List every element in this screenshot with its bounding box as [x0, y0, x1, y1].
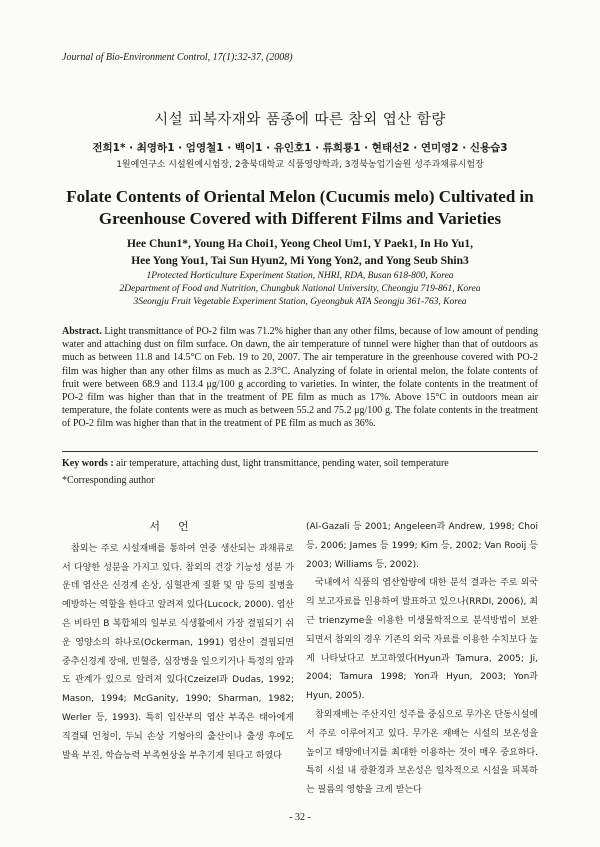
- english-affiliations: [0, 270, 600, 309]
- journal-citation: Journal of Bio-Environment Control, 17(1):32-37, (2008): [62, 52, 293, 63]
- abstract: [62, 325, 538, 431]
- korean-title: 시설 피복자재와 품종에 따른 참외 엽산 함량: [154, 112, 446, 128]
- english-title-line-2: Greenhouse Covered with Different Films and Varieties: [98, 209, 502, 228]
- body-paragraph: 참외는 주로 시설재배를 통하여 연중 생산되는 과채류로서 다양한 성분을 가지고 있다. 참외의 건강 기능성 성분 가운데 엽산은 신경계 손상, 심혈관계 질환 및 암 등의 질병을 예방하는 역할을 한다고 알려져 있다(Lucock, 2000). 엽산은 비타민 B 복합체의 일부로 식생활에서 가장 결핍되기 쉬운 영양소의 하나로(Ockerman, 1991) 엽산이 결핍되면 중추신경계 장애, 빈혈증, 심장병을 일으키거나 특정의 암과도 관계가 있으로 알려져 있다(Czeizel과 Dudas, 1992; Mason, 1994; McGanity, 1990; Sharman, 1982; Werler 등, 1993). 특히 임산부의 엽산 부족은 태아에게 직결돼 언청이, 두뇌 손상 기형아의 출산이나 출생 후에도 발육 부진, 학습능력 부족현상을 부추기게 된다고 하였다: [62, 543, 294, 761]
- section-heading-introduction: 서언: [149, 520, 207, 533]
- section-divider: [62, 451, 538, 452]
- page-number: - 32 -: [289, 812, 311, 823]
- body-paragraph: 국내에서 식품의 엽산함량에 대한 분석 결과는 주로 외국의 보고자료를 인용하여 발표하고 있으나(RRDI, 2006), 최근 trienzyme을 이용한 미생물학적으로 분석방법이 보완되면서 참외의 경우 기존의 외국 자료를 이용한 수치보다 높게 나타났다고 보고하였다(Hyun과 Tamura, 2005; Ji, 2004; Tamura 1998; Yon과 Hyun, 2003; Yon과 Hyun, 2005).: [306, 578, 538, 702]
- english-authors-line-2: Hee Yong You1, Tai Sun Hyun2, Mi Yong Yon2, and Yong Seub Shin3: [131, 255, 469, 267]
- abstract-text: Light transmittance of PO-2 film was 71.2% higher than any other films, because of low amount of pending water and attaching dust on film surface. On dawn, the air temperature of tunnel were higher than that of outdoors as much as between 11.8 and 14.5°C on Feb. 19 to 20, 2007. The air temperature in the greenhouse covered with PO-2 film was higher than any other films as much as 2.3°C. Analyzing of folate in oriental melon, the folate contents of fruit were between 68.9 and 113.4 μg/100 g according to varieties. In winter, the folate contents in the treatment of PO-2 film was higher than that in the treatment of PE film as much as 17%. Above 15°C in outdoors mean air temperature, the folate contents were as much as between 55.2 and 75.2 μg/100 g. The folate contents in the treatment of PO-2 film was higher than that in the treatment of PE film as much as 36%.: [62, 326, 538, 430]
- english-title: [0, 186, 600, 230]
- affiliation-1: 1Protected Horticulture Experiment Station, NHRI, RDA, Busan 618-800, Korea: [146, 271, 454, 281]
- korean-authors: 전희1* · 최영하1 · 엄영철1 · 백이1 · 유인호1 · 류희룡1 · 현태선2 · 연미영2 · 신용습3: [92, 142, 508, 154]
- affiliation-2: 2Department of Food and Nutrition, Chungbuk National University, Cheongju 719-861, Korea: [119, 284, 481, 294]
- keywords: [62, 458, 538, 469]
- keywords-label: Key words :: [62, 458, 114, 469]
- affiliation-3: 3Seongju Fruit Vegetable Experiment Station, Gyeongbuk ATA Seongju 361-763, Korea: [133, 297, 467, 307]
- body-column-left: [62, 518, 294, 765]
- corresponding-author-note: *Corresponding author: [62, 475, 155, 486]
- body-paragraph: (Al-Gazali 등 2001; Angeleen과 Andrew, 1998; Choi 등, 2006; James 등 1999; Kim 등, 2002; Van Rooij 등 2003; Williams 등, 2002).: [306, 522, 538, 570]
- english-authors-line-1: Hee Chun1*, Young Ha Choi1, Yeong Cheol Um1, Y Paek1, In Ho Yu1,: [126, 238, 473, 250]
- korean-affiliations: 1원예연구소 시설원예시험장, 2충북대학교 식품영양학과, 3경북농업기술원 성주과채류시험장: [116, 160, 484, 170]
- body-column-right: [306, 518, 538, 800]
- english-authors: [0, 236, 600, 270]
- english-title-line-1: Folate Contents of Oriental Melon (Cucumis melo) Cultivated in: [66, 187, 534, 206]
- body-paragraph: 참외재배는 주산지인 성주를 중심으로 무가온 단동시설에서 주로 이루어지고 있다. 무가온 재배는 시설의 보온성을 높이고 태양에너지를 최대한 이용하는 것이 매우 중요하다. 특히 시설 내 광환경과 보온성은 일차적으로 시설을 피복하는 필름의 영향을 크게 받는다: [306, 709, 538, 796]
- abstract-label: Abstract.: [62, 326, 102, 337]
- keywords-text: air temperature, attaching dust, light transmittance, pending water, soil temperature: [116, 458, 449, 469]
